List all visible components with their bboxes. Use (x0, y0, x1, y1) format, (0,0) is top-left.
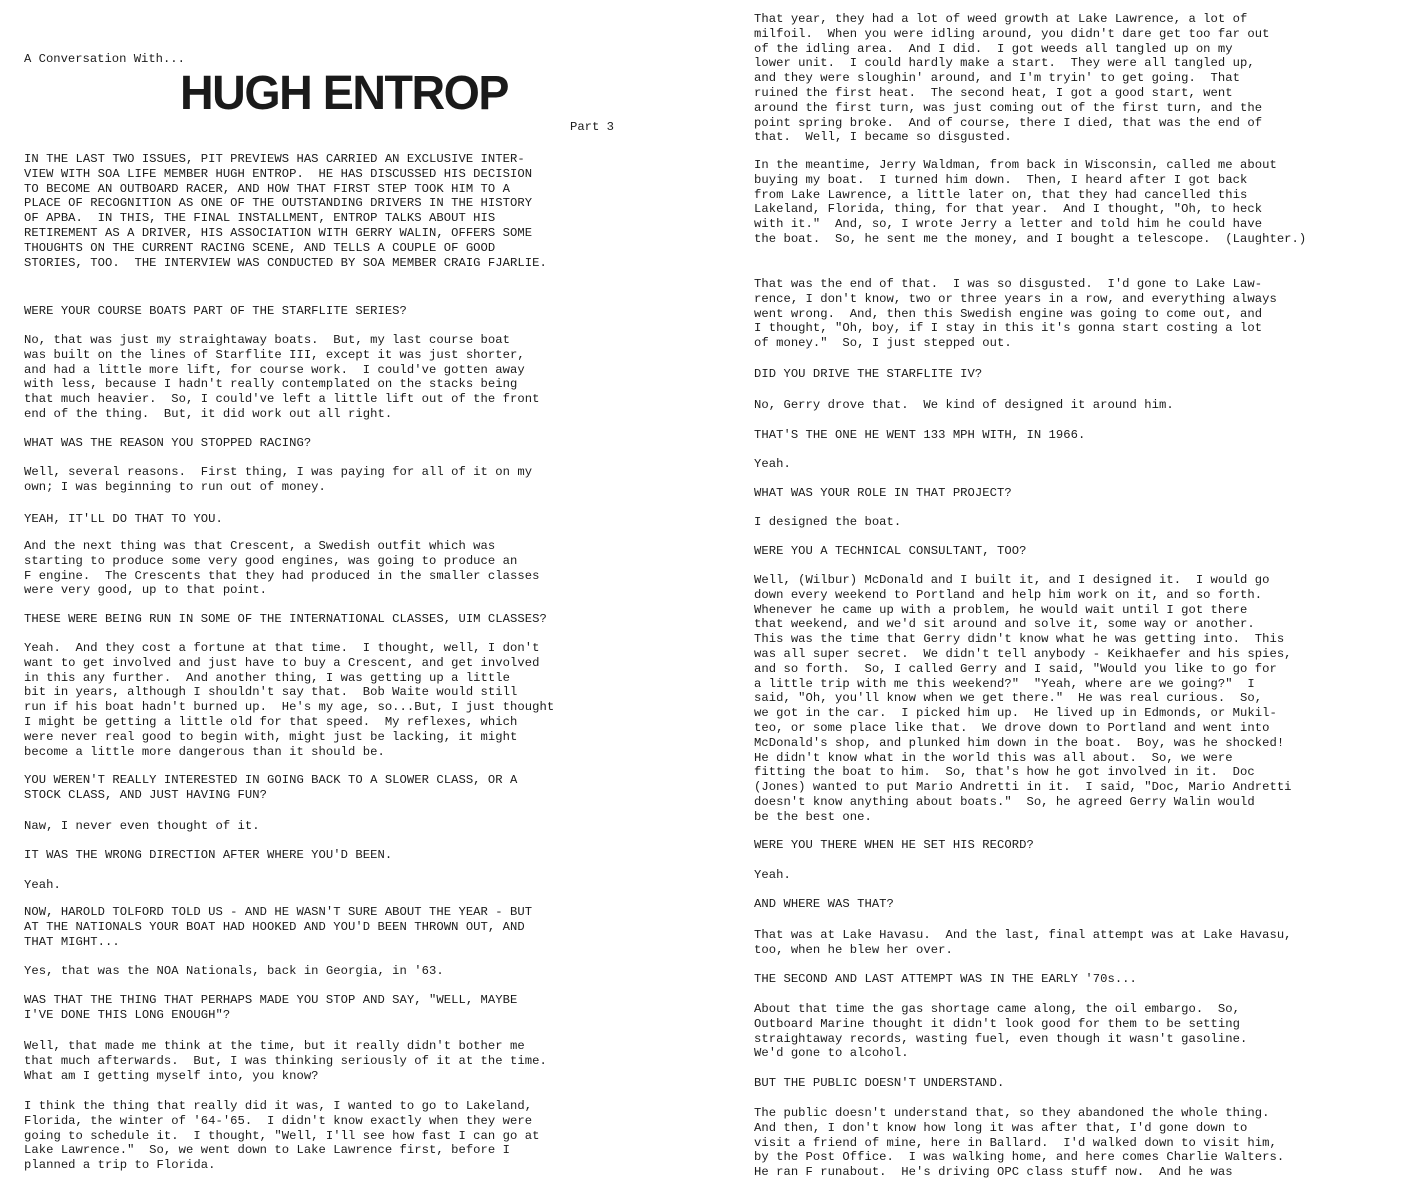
answer-paragraph: And the next thing was that Crescent, a Swedish outfit which was starting to produce some very good engines, was going to produce an F engine. The Crescents that they had produced in the smaller classes were very good, up to that point. (24, 539, 540, 598)
question: IT WAS THE WRONG DIRECTION AFTER WHERE YOU'D BEEN. (24, 848, 393, 862)
question: THAT'S THE ONE HE WENT 133 MPH WITH, IN 1966. (754, 428, 1086, 442)
answer-paragraph: I designed the boat. (754, 515, 902, 529)
answer-paragraph: I think the thing that really did it was, I wanted to go to Lakeland, Florida, the winter of '64-'65. I didn't know exactly when they were going to schedule it. I thought, "Well, I'll see how fast I can go at Lake Lawrence." So, we went down to Lake Lawrence first, before I planned a trip to Florida. (24, 1099, 540, 1173)
answer-paragraph: About that time the gas shortage came along, the oil embargo. So, Outboard Marine thought it didn't look good for them to be setting straightaway records, wasting fuel, even though it wasn't gasoline. We'd gone to alcohol. (754, 1002, 1248, 1061)
question: WAS THAT THE THING THAT PERHAPS MADE YOU STOP AND SAY, "WELL, MAYBE I'VE DONE THIS LONG ENOUGH"? (24, 993, 518, 1022)
question: NOW, HAROLD TOLFORD TOLD US - AND HE WASN'T SURE ABOUT THE YEAR - BUT AT THE NATIONALS YOUR BOAT HAD HOOKED AND YOU'D BEEN THROWN OUT, AND THAT MIGHT... (24, 905, 533, 949)
question: BUT THE PUBLIC DOESN'T UNDERSTAND. (754, 1076, 1005, 1090)
answer-paragraph: Naw, I never even thought of it. (24, 819, 260, 833)
article-headline: HUGH ENTROP (180, 67, 509, 120)
question: WHAT WAS THE REASON YOU STOPPED RACING? (24, 436, 312, 450)
series-kicker: A Conversation With... (24, 52, 185, 66)
answer-paragraph: That was the end of that. I was so disgusted. I'd gone to Lake Law- rence, I don't know, two or three years in a row, and everything always went wrong. And, then this Swedish engine was going to come out, and I thought, "Oh, boy, if I stay in this it's gonna start costing a lot of money." So, I just stepped out. (754, 277, 1277, 351)
question: YOU WEREN'T REALLY INTERESTED IN GOING BACK TO A SLOWER CLASS, OR A STOCK CLASS, AND JUST HAVING FUN? (24, 773, 518, 802)
answer-paragraph: No, that was just my straightaway boats. But, my last course boat was built on the lines of Starflite III, except it was just shorter, and had a little more lift, for course work. I could've gotten away with less, because I hadn't really contemplated on the stacks being that much heavier. So, I could've left a little lift out of the front end of the thing. But, it did work out all right. (24, 333, 540, 421)
answer-paragraph: Yes, that was the NOA Nationals, back in Georgia, in '63. (24, 964, 444, 978)
question: WHAT WAS YOUR ROLE IN THAT PROJECT? (754, 486, 1012, 500)
question: WERE YOUR COURSE BOATS PART OF THE STARFLITE SERIES? (24, 304, 407, 318)
answer-paragraph: Yeah. And they cost a fortune at that time. I thought, well, I don't want to get involved and just have to buy a Crescent, and get involved in this any further. And another thing, I was getting up a little bit in years, although I shouldn't say that. Bob Waite would still run if his boat hadn't burned up. He's my age, so...But, I just thought I might be getting a little old for that speed. My reflexes, which were never real good to begin with, might just be lacking, it might become a little more dangerous than it should be. (24, 641, 555, 759)
intro-paragraph: IN THE LAST TWO ISSUES, PIT PREVIEWS HAS CARRIED AN EXCLUSIVE INTER- VIEW WITH SOA LIFE MEMBER HUGH ENTROP. HE HAS DISCUSSED HIS DECISION TO BECOME AN OUTBOARD RACER, AND HOW THAT FIRST STEP TOOK HIM TO A PLACE OF RECOGNITION AS ONE OF THE OUTSTANDING DRIVERS IN THE HISTORY OF APBA. IN THIS, THE FINAL INSTALLMENT, ENTROP TALKS ABOUT HIS RETIREMENT AS A DRIVER, HIS ASSOCIATION WITH GERRY WALIN, OFFERS SOME THOUGHTS ON THE CURRENT RACING SCENE, AND TELLS A COUPLE OF GOOD STORIES, TOO. THE INTERVIEW WAS CONDUCTED BY SOA MEMBER CRAIG FJARLIE. (24, 152, 547, 270)
question: AND WHERE WAS THAT? (754, 897, 894, 911)
answer-paragraph: Well, (Wilbur) McDonald and I built it, and I designed it. I would go down every weekend to Portland and help him work on it, and so forth. Whenever he came up with a problem, he would wait until I got there that weekend, and we'd sit around and solve it, some way or another. This was the time that Gerry didn't know what he was getting into. This was all super secret. We didn't tell anybody - Keikhaefer and his spies, and so forth. So, I called Gerry and I said, "Would you like to go for a little trip with me this weekend?" "Yeah, where are we going?" I said, "Oh, you'll know when we get there." He was real curious. So, we got in the car. I picked him up. He lived up in Edmonds, or Mukil- teo, or some place like that. We drove down to Portland and went into McDonald's shop, and plunked him down in the boat. Boy, was he shocked! He didn't know what in the world this was all about. So, we were fitting the boat to him. So, that's how he got involved in it. Doc (Jones) wanted to put Mario Andretti in it. I said, "Doc, Mario Andretti doesn't know anything about boats." So, he agreed Gerry Walin would be the best one. (754, 573, 1292, 824)
part-label: Part 3 (570, 120, 614, 134)
answer-paragraph: Well, that made me think at the time, but it really didn't bother me that much afterwards. But, I was thinking seriously of it at the time. What am I getting myself into, you know? (24, 1039, 547, 1083)
question: THE SECOND AND LAST ATTEMPT WAS IN THE EARLY '70s... (754, 972, 1137, 986)
question: YEAH, IT'LL DO THAT TO YOU. (24, 512, 223, 526)
question: THESE WERE BEING RUN IN SOME OF THE INTERNATIONAL CLASSES, UIM CLASSES? (24, 612, 547, 626)
answer-paragraph: The public doesn't understand that, so they abandoned the whole thing. And then, I don't know how long it was after that, I'd gone down to visit a friend of mine, here in Ballard. I'd walked down to visit him, by the Post Office. I was walking home, and here comes Charlie Walters. He ran F runabout. He's driving OPC class stuff now. And he was (754, 1106, 1285, 1180)
answer-paragraph: Yeah. (24, 878, 61, 892)
answer-paragraph: Yeah. (754, 868, 791, 882)
answer-paragraph: No, Gerry drove that. We kind of designed it around him. (754, 398, 1174, 412)
question: WERE YOU THERE WHEN HE SET HIS RECORD? (754, 838, 1034, 852)
question: DID YOU DRIVE THE STARFLITE IV? (754, 367, 983, 381)
question: WERE YOU A TECHNICAL CONSULTANT, TOO? (754, 544, 1027, 558)
answer-paragraph: That was at Lake Havasu. And the last, final attempt was at Lake Havasu, too, when he blew her over. (754, 928, 1292, 957)
answer-paragraph: That year, they had a lot of weed growth at Lake Lawrence, a lot of milfoil. When you were idling around, you didn't dare get too far out of the idling area. And I did. I got weeds all tangled up on my lower unit. I could hardly make a start. They were all tangled up, and they were sloughin' around, and I'm tryin' to get going. That ruined the first heat. The second heat, I got a good start, went around the first turn, was just coming out of the first turn, and the point spring broke. And of course, there I died, that was the end of that. Well, I became so disgusted. (754, 12, 1270, 145)
answer-paragraph: Yeah. (754, 457, 791, 471)
answer-paragraph: In the meantime, Jerry Waldman, from back in Wisconsin, called me about buying my boat. I turned him down. Then, I heard after I got back from Lake Lawrence, a little later on, that they had cancelled this Lakeland, Florida, thing, for that year. And I thought, "Oh, to heck with it." And, so, I wrote Jerry a letter and told him he could have the boat. So, he sent me the money, and I bought a telescope. (Laughter.) (754, 158, 1307, 246)
answer-paragraph: Well, several reasons. First thing, I was paying for all of it on my own; I was beginning to run out of money. (24, 465, 533, 494)
